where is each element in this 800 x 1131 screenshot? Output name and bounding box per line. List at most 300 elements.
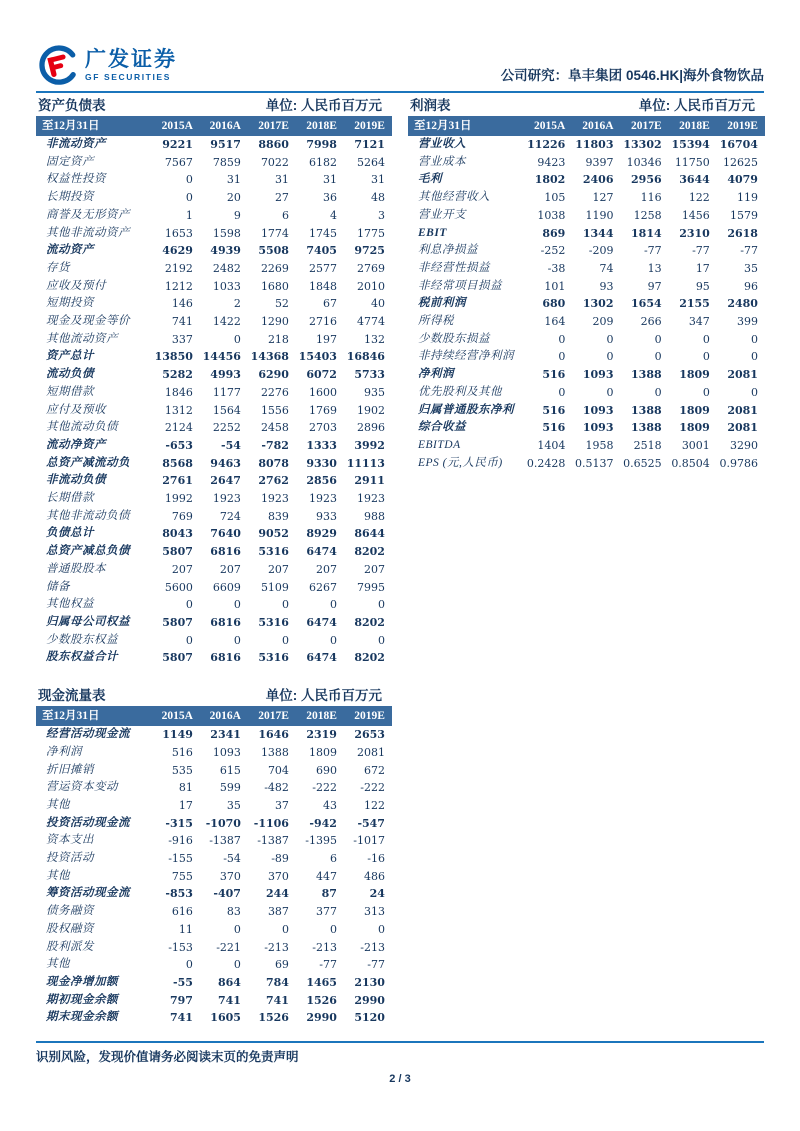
table-row xyxy=(36,384,392,402)
row-label: 投资活动 xyxy=(46,852,94,865)
row-label: 总资产减流动负 xyxy=(46,456,130,469)
cell-value: -213 xyxy=(312,940,337,954)
table-row xyxy=(36,956,392,974)
cell-value: 1456 xyxy=(681,208,710,222)
cell-value: 11803 xyxy=(575,138,614,151)
cell-value: 5316 xyxy=(258,615,289,629)
cell-value: 1388 xyxy=(631,368,662,382)
cell-value: 1093 xyxy=(582,421,614,435)
cell-value: 6290 xyxy=(258,368,289,382)
cell-value: 0 xyxy=(233,958,241,972)
table-row xyxy=(36,455,392,473)
cell-value: 2769 xyxy=(356,261,385,275)
cell-value: 1093 xyxy=(212,745,241,759)
cell-value: -213 xyxy=(360,940,385,954)
cell-value: 1388 xyxy=(260,745,289,759)
cell-value: 2518 xyxy=(633,438,662,452)
cell-value: 755 xyxy=(171,869,193,883)
cell-value: -77 xyxy=(740,244,758,258)
cell-value: 31 xyxy=(322,173,337,187)
table-row xyxy=(408,260,765,278)
cell-value: 1814 xyxy=(631,226,662,240)
cell-value: 1302 xyxy=(582,297,614,311)
row-label: 期初现金余额 xyxy=(46,993,118,1006)
year-column-header: 2018E xyxy=(306,120,337,132)
cell-value: 1923 xyxy=(212,492,241,506)
cell-value: 69 xyxy=(274,958,289,972)
cell-value: 7998 xyxy=(306,138,337,151)
cell-value: 8043 xyxy=(162,527,193,541)
cell-value: 5807 xyxy=(162,651,193,665)
cell-value: -222 xyxy=(312,781,337,795)
table-row xyxy=(408,295,765,313)
cell-value: 0 xyxy=(233,598,241,612)
cell-value: 0 xyxy=(606,350,614,364)
cell-value: 8078 xyxy=(258,456,289,470)
cell-value: 1774 xyxy=(260,226,289,240)
cell-value: 741 xyxy=(265,993,289,1007)
cell-value: 8644 xyxy=(354,527,385,541)
cell-value: 615 xyxy=(219,763,241,777)
row-label: 优先股利及其他 xyxy=(418,385,502,398)
cell-value: 2458 xyxy=(260,421,289,435)
row-label: 资本支出 xyxy=(46,834,94,847)
row-label: 股利派发 xyxy=(46,940,94,953)
cell-value: 486 xyxy=(363,869,385,883)
cell-value: 87 xyxy=(321,887,337,901)
cell-value: 105 xyxy=(544,191,566,205)
cell-value: 2406 xyxy=(582,173,614,187)
table-row xyxy=(36,992,392,1010)
cell-value: 31 xyxy=(370,173,385,187)
cell-value: 6474 xyxy=(306,615,337,629)
cell-value: 1212 xyxy=(164,279,193,293)
cell-value: -1395 xyxy=(305,834,337,848)
row-label: 利息净损益 xyxy=(418,244,478,257)
row-label: 资产总计 xyxy=(46,350,94,363)
table-row xyxy=(36,903,392,921)
row-label: 流动资产 xyxy=(46,244,94,257)
unit-label: 单位: 人民币百万元 xyxy=(638,98,755,113)
cell-value: 839 xyxy=(267,509,289,523)
cell-value: 35 xyxy=(226,798,241,812)
cell-value: 0 xyxy=(606,385,614,399)
cell-value: 0 xyxy=(702,350,710,364)
row-label: 营业收入 xyxy=(418,138,466,150)
cell-value: 1809 xyxy=(679,368,710,382)
row-label: 归属母公司权益 xyxy=(46,615,130,628)
cell-value: 14456 xyxy=(202,350,241,364)
table-header-row xyxy=(408,116,765,136)
table-row xyxy=(36,154,392,172)
cell-value: 9 xyxy=(233,208,241,222)
cell-value: 3001 xyxy=(681,438,710,452)
year-column-header: 2016A xyxy=(582,120,614,132)
cell-value: 197 xyxy=(315,332,337,346)
year-column-header: 2015A xyxy=(161,120,193,132)
cell-value: 6816 xyxy=(210,651,241,665)
table-row xyxy=(36,402,392,420)
cell-value: -1106 xyxy=(253,816,289,830)
cell-value: -942 xyxy=(309,816,337,830)
table-row xyxy=(36,561,392,579)
cell-value: 0 xyxy=(654,385,662,399)
date-column-header: 至12月31日 xyxy=(414,120,472,132)
cell-value: 864 xyxy=(217,975,241,989)
cell-value: 17 xyxy=(178,798,193,812)
cell-value: 7405 xyxy=(306,244,337,258)
cell-value: -1070 xyxy=(205,816,241,830)
cell-value: 1093 xyxy=(582,403,614,417)
cell-value: 5264 xyxy=(356,155,385,169)
row-label: 股权融资 xyxy=(46,922,94,935)
cell-value: 1 xyxy=(185,208,193,222)
cell-value: 6816 xyxy=(210,545,241,559)
cell-value: -153 xyxy=(168,940,193,954)
cell-value: 2341 xyxy=(210,728,241,742)
table-row xyxy=(36,171,392,189)
table-row xyxy=(36,815,392,833)
table-row xyxy=(408,455,765,473)
cell-value: -55 xyxy=(173,975,193,989)
cell-value: 0 xyxy=(185,958,193,972)
row-label: 其他经营收入 xyxy=(418,191,490,204)
row-label: 长期借款 xyxy=(46,492,94,505)
cell-value: 1653 xyxy=(164,226,193,240)
table-row xyxy=(408,154,765,172)
row-label: EBIT xyxy=(418,226,447,239)
cell-value: 784 xyxy=(265,975,289,989)
cell-value: -482 xyxy=(264,781,289,795)
cell-value: 0 xyxy=(558,332,566,346)
cell-value: 2856 xyxy=(306,474,337,488)
cell-value: 6 xyxy=(329,852,337,866)
cell-value: 1149 xyxy=(162,728,193,742)
table-row xyxy=(408,384,765,402)
cell-value: 2081 xyxy=(727,403,758,417)
cell-value: 2192 xyxy=(164,261,193,275)
row-label: 其他 xyxy=(46,869,70,882)
row-label: 债务融资 xyxy=(46,905,94,918)
cell-value: 5600 xyxy=(164,580,193,594)
cell-value: 4939 xyxy=(210,244,241,258)
page-footer xyxy=(0,1041,800,1085)
cell-value: 0 xyxy=(185,191,193,205)
cell-value: 9517 xyxy=(210,138,241,151)
cell-value: 1038 xyxy=(537,208,566,222)
table-row xyxy=(408,225,765,243)
cell-value: 370 xyxy=(267,869,289,883)
row-label: 营业开支 xyxy=(418,208,466,221)
cell-value: 218 xyxy=(267,332,289,346)
cell-value: 370 xyxy=(219,869,241,883)
cell-value: 2 xyxy=(233,297,241,311)
table-row xyxy=(408,242,765,260)
cell-value: 1190 xyxy=(585,208,614,222)
cell-value: 672 xyxy=(363,763,385,777)
cell-value: 40 xyxy=(370,297,385,311)
cell-value: 1958 xyxy=(585,438,614,452)
table-header-row xyxy=(36,706,392,726)
year-column-header: 2019E xyxy=(727,120,758,132)
cell-value: 1848 xyxy=(308,279,337,293)
cell-value: -653 xyxy=(165,438,193,452)
cell-value: 2269 xyxy=(260,261,289,275)
cell-value: 132 xyxy=(363,332,385,346)
cell-value: 0.9786 xyxy=(719,456,758,470)
table-row xyxy=(36,974,392,992)
cell-value: -54 xyxy=(221,438,241,452)
cell-value: 2716 xyxy=(308,315,337,329)
cell-value: 0 xyxy=(329,598,337,612)
cell-value: 11226 xyxy=(527,138,566,151)
table-row xyxy=(408,189,765,207)
cell-value: -77 xyxy=(692,244,710,258)
cell-value: 13850 xyxy=(154,350,193,364)
cell-value: 690 xyxy=(315,763,337,777)
cell-value: 11 xyxy=(178,922,193,936)
content-columns xyxy=(0,93,800,1027)
cell-value: 516 xyxy=(171,745,193,759)
cell-value: 119 xyxy=(736,191,758,205)
cell-value: 20 xyxy=(226,191,241,205)
cell-value: 5282 xyxy=(162,368,193,382)
cell-value: 5120 xyxy=(354,1011,385,1025)
year-column-header: 2018E xyxy=(679,120,710,132)
cell-value: 447 xyxy=(315,869,337,883)
row-label: 非经营性损益 xyxy=(418,261,490,274)
cell-value: 5316 xyxy=(258,651,289,665)
cell-value: 31 xyxy=(226,173,241,187)
cash-flow-table xyxy=(36,686,392,1027)
cell-value: 1809 xyxy=(679,403,710,417)
cell-value: 12625 xyxy=(722,155,758,169)
year-column-header: 2016A xyxy=(209,710,241,723)
table-row xyxy=(36,189,392,207)
cell-value: 0 xyxy=(281,598,289,612)
cell-value: 0.5137 xyxy=(575,456,614,470)
cell-value: 5109 xyxy=(260,580,289,594)
table-row xyxy=(408,331,765,349)
table-row xyxy=(36,437,392,455)
cell-value: 11750 xyxy=(674,155,710,169)
table-row xyxy=(36,136,392,154)
cell-value: 377 xyxy=(315,905,337,919)
cell-value: 0 xyxy=(377,922,385,936)
cell-value: 0 xyxy=(377,633,385,647)
cell-value: 6474 xyxy=(306,651,337,665)
row-label: EBITDA xyxy=(418,438,461,451)
cell-value: 313 xyxy=(363,905,385,919)
cell-value: 0 xyxy=(558,385,566,399)
year-column-header: 2019E xyxy=(354,120,385,132)
row-label: 非持续经营净利润 xyxy=(418,350,514,363)
table-row xyxy=(36,207,392,225)
cell-value: 1902 xyxy=(356,403,385,417)
cell-value: 1923 xyxy=(308,492,337,506)
cell-value: 741 xyxy=(169,1011,193,1025)
cell-value: 1605 xyxy=(210,1011,241,1025)
table-row xyxy=(36,242,392,260)
table-row xyxy=(36,762,392,780)
row-label: 权益性投资 xyxy=(46,173,106,186)
cell-value: 7022 xyxy=(260,155,289,169)
cell-value: 48 xyxy=(370,191,385,205)
cell-value: 2911 xyxy=(354,474,385,488)
cell-value: 27 xyxy=(274,191,289,205)
cell-value: -38 xyxy=(547,261,566,275)
table-row xyxy=(408,171,765,189)
cell-value: 1422 xyxy=(212,315,241,329)
cell-value: 3 xyxy=(377,208,385,222)
cell-value: 9423 xyxy=(537,155,566,169)
cell-value: 1923 xyxy=(356,492,385,506)
cell-value: 15394 xyxy=(671,138,710,151)
cell-value: 266 xyxy=(640,315,662,329)
row-label: 流动负债 xyxy=(46,368,94,381)
row-label: 其他流动负债 xyxy=(46,421,118,434)
cell-value: 2155 xyxy=(679,297,710,311)
row-label: 毛利 xyxy=(418,173,442,186)
table-row xyxy=(408,278,765,296)
risk-disclaimer: 识别风险，发现价值请务必阅读末页的免责声明 xyxy=(36,1050,299,1064)
cell-value: 1093 xyxy=(582,368,614,382)
gf-securities-logo xyxy=(36,44,177,86)
footer-divider xyxy=(36,1041,764,1043)
cell-value: -1017 xyxy=(353,834,385,848)
cell-value: 0 xyxy=(750,350,758,364)
table-row xyxy=(408,207,765,225)
cell-value: -853 xyxy=(165,887,193,901)
cell-value: 1598 xyxy=(212,226,241,240)
cell-value: 2647 xyxy=(210,474,241,488)
row-label: 其他非流动负债 xyxy=(46,509,130,522)
cell-value: 387 xyxy=(267,905,289,919)
cell-value: 4079 xyxy=(727,173,758,187)
table-row xyxy=(36,921,392,939)
cell-value: 207 xyxy=(315,562,337,576)
cell-value: 2081 xyxy=(356,745,385,759)
cell-value: -16 xyxy=(367,852,385,866)
cell-value: 97 xyxy=(647,279,662,293)
table-row xyxy=(408,419,765,437)
cell-value: 36 xyxy=(322,191,337,205)
cell-value: 164 xyxy=(544,315,566,329)
brand-name-cn: 广发证券 xyxy=(85,47,177,71)
cell-value: 4774 xyxy=(356,315,385,329)
page-header xyxy=(0,0,800,86)
cell-value: 0 xyxy=(185,598,193,612)
cell-value: 0 xyxy=(329,633,337,647)
table-header-row xyxy=(36,116,392,136)
row-label: 其他 xyxy=(46,958,70,971)
table-row xyxy=(408,437,765,455)
cell-value: 101 xyxy=(544,279,566,293)
table-row xyxy=(36,726,392,744)
cell-value: 8202 xyxy=(354,615,385,629)
row-label: 短期借款 xyxy=(46,385,94,398)
cell-value: 2310 xyxy=(679,226,710,240)
cell-value: 0 xyxy=(281,922,289,936)
cell-value: -547 xyxy=(357,816,385,830)
cell-value: 122 xyxy=(688,191,710,205)
cell-value: 1654 xyxy=(631,297,662,311)
cell-value: 1846 xyxy=(164,385,193,399)
cell-value: 8202 xyxy=(354,545,385,559)
cell-value: 869 xyxy=(542,226,566,240)
row-label: 非流动资产 xyxy=(46,138,106,150)
table-row xyxy=(36,366,392,384)
cell-value: 2130 xyxy=(354,975,385,989)
cell-value: 797 xyxy=(169,993,193,1007)
table-row xyxy=(36,596,392,614)
cell-value: 9330 xyxy=(306,456,337,470)
cell-value: 8568 xyxy=(162,456,193,470)
cell-value: 0 xyxy=(281,633,289,647)
cell-value: 0.8504 xyxy=(671,456,710,470)
cell-value: 0 xyxy=(750,385,758,399)
cell-value: 9725 xyxy=(354,244,385,258)
row-label: 其他非流动资产 xyxy=(46,226,130,239)
cell-value: 6267 xyxy=(308,580,337,594)
year-column-header: 2015A xyxy=(534,120,566,132)
cell-value: 741 xyxy=(217,993,241,1007)
row-label: 负债总计 xyxy=(46,527,94,540)
cell-value: 1600 xyxy=(308,385,337,399)
row-label: 现金净增加额 xyxy=(46,975,118,988)
row-label: 营运资本变动 xyxy=(46,781,118,794)
cell-value: 616 xyxy=(171,905,193,919)
cell-value: 1258 xyxy=(633,208,662,222)
row-label: 商誉及无形资产 xyxy=(46,208,130,221)
cell-value: 207 xyxy=(363,562,385,576)
cell-value: 1923 xyxy=(260,492,289,506)
row-label: 税前利润 xyxy=(418,297,466,310)
cell-value: 83 xyxy=(226,905,241,919)
cell-value: 2010 xyxy=(356,279,385,293)
row-label: 其他流动资产 xyxy=(46,332,118,345)
cell-value: 2577 xyxy=(308,261,337,275)
cell-value: 244 xyxy=(265,887,289,901)
cell-value: 6816 xyxy=(210,615,241,629)
table-row xyxy=(36,295,392,313)
cell-value: 1556 xyxy=(260,403,289,417)
cell-value: 599 xyxy=(219,781,241,795)
cell-value: 0 xyxy=(654,332,662,346)
year-column-header: 2015A xyxy=(161,710,193,723)
cell-value: 347 xyxy=(688,315,710,329)
row-label: 投资活动现金流 xyxy=(46,816,130,829)
cell-value: 1465 xyxy=(306,975,337,989)
cell-value: 0 xyxy=(233,922,241,936)
cell-value: -155 xyxy=(168,852,193,866)
cell-value: -77 xyxy=(367,958,385,972)
cell-value: 7859 xyxy=(212,155,241,169)
cell-value: -252 xyxy=(540,244,566,258)
cell-value: 209 xyxy=(592,315,614,329)
cell-value: -89 xyxy=(271,852,289,866)
cell-value: 1526 xyxy=(258,1011,289,1025)
cell-value: 8929 xyxy=(306,527,337,541)
cell-value: 15403 xyxy=(298,350,337,364)
cell-value: 933 xyxy=(315,509,337,523)
table-row xyxy=(36,939,392,957)
cell-value: 516 xyxy=(542,403,566,417)
cell-value: 704 xyxy=(267,763,289,777)
cell-value: 5733 xyxy=(354,368,385,382)
cell-value: 935 xyxy=(363,385,385,399)
cell-value: 1802 xyxy=(534,173,566,187)
